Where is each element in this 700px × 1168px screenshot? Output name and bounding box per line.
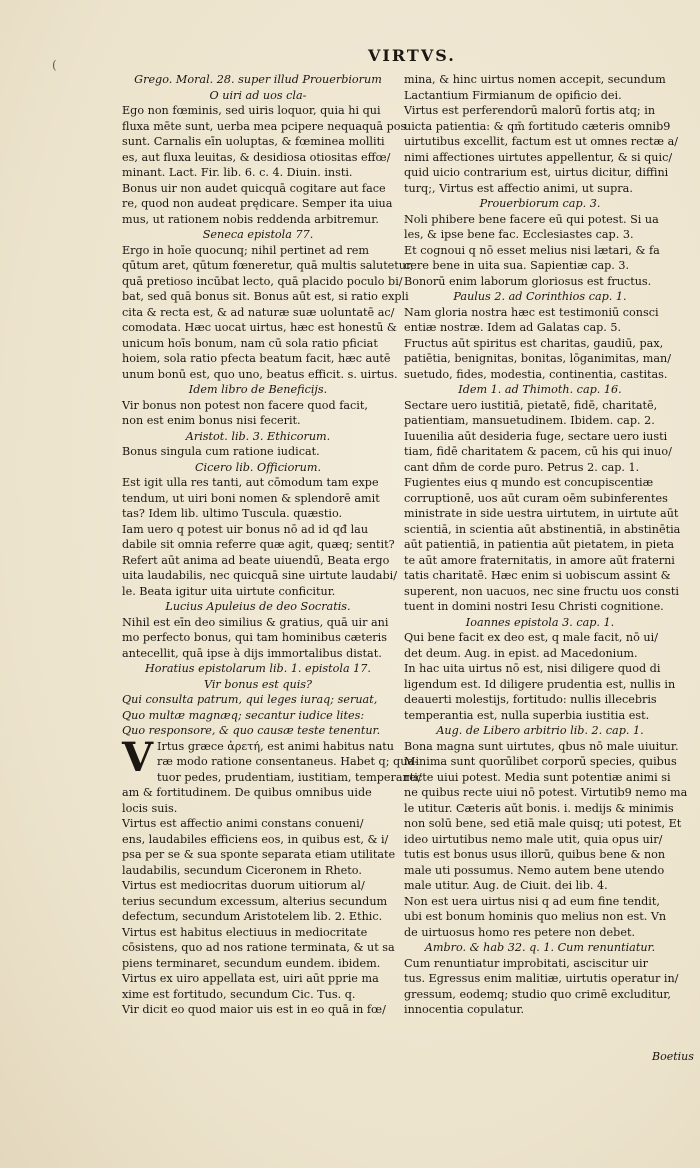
line-text: Grego. Moral. 28. super illud Prouerbiorum [134, 73, 382, 86]
line-text: ligendum est. Id diligere prudentia est, nullis in [404, 677, 676, 691]
line-text: Minima sunt quorūlibet corporū species, quibus [404, 755, 677, 768]
line-text: bat, sed quā bonus sit. Bonus aūt est, si ratio expli [122, 290, 409, 303]
line-text: Bonus uir non audet quicquā cogitare aut face [122, 181, 386, 195]
line-text: Vir dicit eo quod maior uis est in eo quā in fœ/ [122, 1003, 386, 1016]
line-text: Vir bonus non potest non facere quod facit, [122, 398, 368, 412]
text-line [122, 894, 394, 910]
text-line [122, 754, 418, 770]
line-text: Et cognoui q nō esset melius nisi lætari, & fa [404, 243, 660, 257]
line-text: aūt patientiā, in patientia aūt pietatem, in pieta [404, 538, 675, 551]
line-text: Aristot. lib. 3. Ethicorum. [185, 429, 331, 443]
text-line [122, 1002, 394, 1018]
line-text: locis suis. [122, 801, 178, 815]
line-text: temperantia est, nulla superbia iustitia est. [404, 708, 650, 722]
text-line [122, 460, 394, 476]
line-text: Iuuenilia aūt desideria fuge, sectare uero iusti [404, 429, 668, 443]
line-text: Paulus 2. ad Corinthios cap. 1. [453, 290, 627, 303]
line-text: antecellit, quā ipse à dijs immortalibus distat. [122, 646, 382, 660]
text-line [404, 289, 676, 305]
text-line [404, 646, 676, 662]
text-line [404, 336, 676, 352]
line-text: Bonus singula cum ratione iudicat. [122, 445, 320, 458]
text-line [122, 940, 394, 956]
line-text: cant dn̄m de corde puro. Petrus 2. cap. 1. [404, 460, 640, 474]
text-line [122, 677, 394, 693]
line-text: hoiem, sola ratio pfecta beatum facit, hæc autē [122, 352, 391, 365]
line-text: re, quod non audeat prędicare. Semper ita uiua [122, 197, 393, 210]
text-line [122, 258, 414, 274]
text-line [404, 367, 676, 383]
text-line [404, 723, 676, 739]
text-line [122, 878, 394, 894]
line-text: Quo multæ magnæq; secantur iudice lites: [122, 708, 365, 722]
text-line [404, 119, 676, 135]
text-line [404, 351, 676, 367]
text-line [404, 971, 679, 987]
line-text: Cum renuntiatur improbitati, asciscitur uir [404, 956, 648, 970]
text-line [404, 661, 676, 677]
text-line [122, 227, 394, 243]
text-line [122, 274, 403, 290]
line-text: Bonorū enim laborum gloriosus est fructus. [404, 274, 652, 288]
text-line [404, 925, 676, 941]
line-text: corruptionē, uos aūt curam oēm subinferentes [404, 491, 668, 505]
text-line [122, 444, 394, 460]
line-text: Cicero lib. Officiorum. [194, 460, 322, 474]
text-line [122, 134, 394, 150]
text-line [404, 460, 676, 476]
text-line [404, 847, 676, 863]
line-text: tutis est bonus usus illorū, quibus bene & non [404, 848, 666, 861]
text-line [404, 165, 676, 181]
catchword: Boetius [652, 1050, 694, 1063]
line-text: Nam gloria nostra hæc est testimoniū consci [404, 305, 659, 319]
text-line [404, 987, 676, 1003]
text-line [122, 181, 394, 197]
line-text: entiæ nostræ. Idem ad Galatas cap. 5. [404, 321, 622, 334]
line-text: Fugientes eius q mundo est concupiscentiæ [404, 476, 654, 489]
line-text: deauerti molestijs, fortitudo: nullis illecebris [404, 693, 657, 706]
line-text: Aug. de Libero arbitrio lib. 2. cap. 1. [436, 724, 644, 737]
text-line [404, 72, 676, 88]
line-text: Fructus aūt spiritus est charitas, gaudiū, pax, [404, 336, 664, 350]
text-line [404, 429, 676, 445]
text-line [122, 72, 394, 88]
text-line [404, 754, 676, 770]
line-text: mus, ut rationem nobis reddenda arbitremur. [122, 212, 379, 226]
text-line [122, 801, 394, 817]
text-line [404, 677, 676, 693]
line-text: comodata. Hæc uocat uirtus, hæc est honestū & [122, 321, 397, 334]
text-line [404, 398, 676, 414]
line-text: fluxa mēte sunt, uerba mea pcipere nequaquā pos [122, 119, 407, 133]
line-text: quā pretioso incūbat lecto, quā placido poculo bi/ [122, 274, 403, 288]
line-text: terius secundum excessum, alterius secundum [122, 894, 388, 908]
text-line [122, 320, 397, 336]
text-line [404, 475, 676, 491]
line-text: Noli phibere bene facere eū qui potest. Si ua [404, 212, 659, 226]
line-text: uicta patientia: & qm̄ fortitudo cæteris omnib9 [404, 119, 671, 133]
text-line [404, 444, 676, 460]
text-line [122, 351, 394, 367]
text-line [404, 227, 676, 243]
text-line [122, 568, 397, 584]
line-text: Virtus est mediocritas duorum uitiorum al/ [122, 879, 365, 892]
text-line [404, 568, 676, 584]
text-line [122, 429, 394, 445]
line-text: am & fortitudinem. De quibus omnibus uide [122, 786, 372, 799]
line-text: Ioannes epistola 3. cap. 1. [465, 615, 615, 629]
line-text: Seneca epistola 77. [202, 228, 314, 241]
line-text: Ego non fœminis, sed uiris loquor, quia hi qui [122, 104, 381, 117]
line-text: non est enim bonus nisi fecerit. [122, 414, 301, 427]
text-line [122, 537, 394, 553]
text-line [404, 940, 676, 956]
text-line [404, 801, 676, 817]
line-text: O uiri ad uos cla- [209, 88, 307, 102]
text-line [122, 88, 394, 104]
text-line [122, 661, 394, 677]
line-text: te aūt amore fraternitatis, in amore aūt fraterni [404, 553, 675, 567]
text-line [404, 956, 676, 972]
text-line [404, 599, 676, 615]
text-line [122, 692, 394, 708]
line-text: gressum, eodemq; studio quo crimē excluditur, [404, 987, 671, 1001]
text-line [122, 630, 394, 646]
line-text: suetudo, fides, modestia, continentia, castitas. [404, 367, 668, 381]
text-line [404, 816, 682, 832]
text-line [122, 956, 394, 972]
drop-cap: V [122, 733, 154, 781]
line-text: uita laudabilis, nec quicquā sine uirtute laudabi/ [122, 569, 397, 582]
text-line [122, 336, 394, 352]
text-line [404, 88, 676, 104]
text-line [122, 150, 394, 166]
line-text: male uti possumus. Nemo autem bene utendo [404, 863, 665, 877]
line-text: Horatius epistolarum lib. 1. epistola 17. [145, 662, 371, 675]
text-line [404, 134, 679, 150]
text-line [122, 475, 394, 491]
text-line [404, 212, 676, 228]
text-line [404, 909, 676, 925]
text-line [122, 863, 394, 879]
text-line [404, 878, 676, 894]
text-line [404, 413, 676, 429]
line-text: Quo responsore, & quo causæ teste tenentur. [122, 724, 381, 737]
line-text: cōsistens, quo ad nos ratione terminata, & ut sa [122, 941, 395, 954]
text-line [122, 739, 394, 755]
line-text: tuent in domini nostri Iesu Christi cognitione. [404, 600, 664, 613]
line-text: innocentia copulatur. [404, 1003, 525, 1016]
line-text: Nihil est eīn deo similius & gratius, quā uir ani [122, 615, 389, 629]
text-line [122, 615, 394, 631]
text-line [122, 816, 394, 832]
text-line [122, 723, 394, 739]
line-text: Vir bonus est quis? [203, 677, 313, 691]
line-text: non solū bene, sed etiā male quisq; uti potest, Et [404, 817, 682, 830]
line-text: Lucius Apuleius de deo Socratis. [165, 600, 351, 613]
line-text: Virtus ex uiro appellata est, uiri aūt pprie ma [122, 972, 379, 985]
text-line [404, 708, 676, 724]
text-line [122, 553, 394, 569]
line-text: tas? Idem lib. ultimo Tuscula. quæstio. [122, 507, 343, 520]
line-text: turq;, Virtus est affectio animi, ut supra. [404, 181, 633, 195]
line-text: In hac uita uirtus nō est, nisi diligere quod di [404, 662, 661, 675]
text-line [122, 646, 394, 662]
line-text: tiam, fidē charitatem & pacem, cū his qui inuo/ [404, 445, 672, 458]
text-line [404, 832, 676, 848]
line-text: tuor pedes, prudentiam, iustitiam, temperanti/ [157, 770, 422, 784]
text-line [404, 615, 676, 631]
line-text: Qui consulta patrum, qui leges iuraq; seruat, [122, 693, 378, 706]
running-head: VIRTVS. [368, 46, 456, 65]
line-text: Refert aūt anima ad beate uiuendū, Beata ergo [122, 553, 390, 567]
text-line [122, 382, 394, 398]
line-text: patiētia, benignitas, bonitas, lōganimitas, man/ [404, 352, 671, 365]
line-text: Irtus græce ἀρετή, est animi habitus natu [157, 739, 395, 753]
text-line [122, 243, 394, 259]
text-line [122, 413, 394, 429]
text-line [122, 925, 394, 941]
line-text: mo perfecto bonus, qui tam hominibus cæteris [122, 631, 387, 644]
text-line [122, 522, 394, 538]
line-text: scientiā, in scientia aūt abstinentiā, in abstinētia [404, 522, 681, 536]
line-text: qūtum aret, qūtum fœneretur, quā multis salutetur, [122, 259, 414, 272]
line-text: sunt. Carnalis eīn uoluptas, & fœminea molliti [122, 135, 385, 148]
text-line [122, 847, 394, 863]
text-line [404, 630, 676, 646]
line-text: xime est fortitudo, secundum Cic. Tus. q. [122, 987, 356, 1001]
text-line [404, 1002, 676, 1018]
text-line [122, 305, 394, 321]
line-text: mina, & hinc uirtus nomen accepit, secundum [404, 73, 666, 86]
text-line [122, 119, 407, 135]
text-line [404, 491, 676, 507]
text-line [404, 150, 676, 166]
line-text: Virtus est habitus electiuus in mediocritate [122, 925, 368, 939]
text-line [122, 367, 398, 383]
text-line [404, 537, 676, 553]
text-line [122, 785, 394, 801]
right-column [404, 72, 688, 1132]
text-line [122, 770, 422, 786]
line-text: det deum. Aug. in epist. ad Macedonium. [404, 646, 638, 660]
text-line [122, 165, 394, 181]
line-text: ræ modo ratione consentaneus. Habet q; qua- [157, 755, 418, 768]
line-text: Non est uera uirtus nisi q ad eum fine tendit, [404, 894, 660, 908]
line-text: defectum, secundum Aristotelem lib. 2. Ethic. [122, 910, 383, 923]
text-line [404, 382, 676, 398]
text-line [404, 785, 688, 801]
text-line [404, 196, 676, 212]
line-text: uirtutibus excellit, factum est ut omnes rectæ a/ [404, 135, 679, 148]
margin-mark: ( [52, 58, 57, 72]
text-line [404, 274, 676, 290]
text-line [404, 305, 676, 321]
line-text: Ambro. & hab 32. q. 1. Cum renuntiatur. [424, 941, 656, 954]
text-line [404, 553, 676, 569]
text-line [122, 584, 394, 600]
line-text: superent, non uacuos, nec sine fructu uos consti [404, 584, 679, 598]
text-line [404, 584, 679, 600]
text-line [122, 971, 394, 987]
line-text: Virtus est affectio animi constans conueni/ [122, 817, 364, 830]
text-line [122, 832, 394, 848]
line-text: le. Beata igitur uita uirtute conficitur. [122, 584, 336, 598]
line-text: le utitur. Cæteris aūt bonis. i. medijs & minimis [404, 801, 674, 815]
line-text: cita & recta est, & ad naturæ suæ uoluntatē ac/ [122, 305, 395, 319]
line-text: laudabilis, secundum Ciceronem in Rheto. [122, 863, 362, 877]
line-text: unicum hoīs bonum, nam cū sola ratio pficiat [122, 336, 378, 350]
text-line [404, 522, 681, 538]
line-text: minant. Lact. Fir. lib. 6. c. 4. Diuin. insti. [122, 166, 353, 179]
line-text: nimi affectiones uirtutes appellentur, & si quic/ [404, 150, 673, 164]
line-text: Prouerbiorum cap. 3. [479, 197, 601, 210]
text-line [404, 320, 676, 336]
text-line [122, 212, 394, 228]
line-text: ens, laudabiles efficiens eos, in quibus est, & i/ [122, 832, 389, 846]
line-text: Qui bene facit ex deo est, q male facit, nō ui/ [404, 631, 658, 644]
text-line [404, 181, 676, 197]
text-line [122, 506, 394, 522]
text-line [404, 692, 676, 708]
text-line [122, 289, 409, 305]
line-text: Idem libro de Beneficijs. [188, 383, 328, 396]
text-line [404, 103, 676, 119]
line-text: Lactantium Firmianum de opificio dei. [404, 88, 622, 102]
line-text: psa per se & sua sponte separata etiam utilitate [122, 848, 396, 861]
line-text: tendum, ut uiri boni nomen & splendorē amit [122, 491, 380, 505]
line-text: cere bene in uita sua. Sapientiæ cap. 3. [404, 259, 630, 272]
left-column [122, 72, 422, 1112]
text-line [122, 398, 394, 414]
text-line [122, 708, 394, 724]
line-text: Virtus est perferendorū malorū fortis atq; in [404, 104, 656, 117]
line-text: dabile sit omnia referre quæ agit, quæq; sentit? [122, 538, 395, 551]
text-line [122, 909, 394, 925]
line-text: Ergo in hoīe quocunq; nihil pertinet ad rem [122, 243, 370, 257]
text-line [404, 243, 676, 259]
line-text: recte uiui potest. Media sunt potentiæ animi si [404, 770, 671, 784]
line-text: tus. Egressus enim malitiæ, uirtutis operatur in/ [404, 972, 679, 985]
line-text: Idem 1. ad Thimoth. cap. 16. [458, 383, 622, 396]
line-text: de uirtuosus homo res petere non debet. [404, 925, 635, 939]
text-line [404, 506, 679, 522]
line-text: es, aut fluxa leuitas, & desidiosa otiositas effœ/ [122, 150, 391, 164]
text-line [122, 987, 394, 1003]
text-line [404, 770, 676, 786]
text-line [122, 491, 394, 507]
line-text: Est igit ulla res tanti, aut cōmodum tam expe [122, 476, 379, 489]
line-text: quid uicio contrarium est, uirtus dicitur, diffini [404, 166, 669, 179]
line-text: tatis charitatē. Hæc enim si uobiscum assint & [404, 569, 671, 582]
text-line [404, 894, 676, 910]
text-line [122, 599, 394, 615]
text-line [122, 196, 394, 212]
line-text: ne quibus recte uiui nō potest. Virtutib9 nemo ma [404, 786, 688, 799]
line-text: Iam uero q potest uir bonus nō ad id qđ lau [122, 522, 369, 536]
text-line [404, 863, 676, 879]
line-text: ubi est bonum hominis quo melius non est. Vn [404, 910, 667, 923]
line-text: male utitur. Aug. de Ciuit. dei lib. 4. [404, 879, 608, 892]
line-text: unum bonū est, quo uno, beatus efficit. s. uirtus. [122, 367, 398, 381]
line-text: Bona magna sunt uirtutes, qbus nō male uiuitur. [404, 739, 679, 753]
text-line [404, 739, 679, 755]
text-line [122, 103, 394, 119]
line-text: les, & ipse bene fac. Ecclesiastes cap. 3. [404, 228, 634, 241]
line-text: patientiam, mansuetudinem. Ibidem. cap. 2. [404, 414, 655, 427]
line-text: ministrate in side uestra uirtutem, in uirtute aūt [404, 507, 679, 520]
text-line [404, 258, 676, 274]
line-text: ideo uirtutibus nemo male utit, quia opus uir/ [404, 832, 663, 846]
line-text: piens terminaret, secundum eundem. ibidem. [122, 956, 381, 970]
line-text: Sectare uero iustitiā, pietatē, fidē, charitatē, [404, 398, 658, 412]
